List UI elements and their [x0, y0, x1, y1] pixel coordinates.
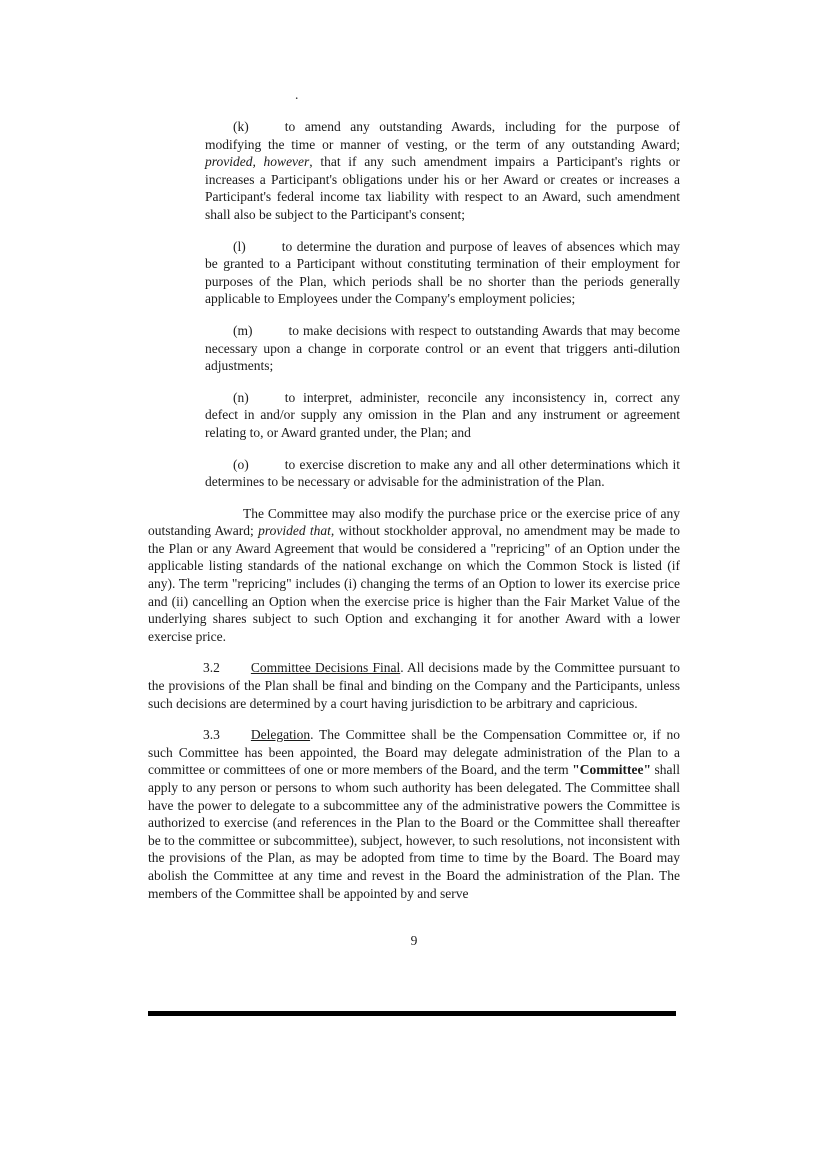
text-segment: to make decisions with respect to outstanding Awards that may become necessary upon a change in corporate control or an event that triggers anti-dilution adjustments; [205, 322, 680, 374]
section-heading-underlined: Committee Decisions Final [250, 660, 401, 676]
text-segment: to determine the duration and purpose of leaves of absences which may be granted to a Participant without constituting termination of their employment for purposes of the Plan, which periods shall be no shorter than the periods generally applicable to Employees under the Company's employment policies; [205, 238, 680, 307]
paragraph-o [205, 456, 680, 491]
paragraph-committee-modify [148, 505, 680, 646]
text-segment: , that if any such amendment impairs a Participant's rights or increases a Participant's obligations under his or her Award or creates or increases a Participant's federal income tax liability with respect to an Award, such amendment shall also be subject to the Participant's consent; [205, 154, 680, 222]
text-segment-italic: provided, however [205, 154, 310, 170]
document-body [148, 118, 680, 916]
section-number: 3.3 [203, 727, 220, 743]
text-segment-bold: "Committee" [572, 762, 651, 778]
text-segment-italic: provided that, [258, 523, 335, 539]
page-number: 9 [410, 933, 418, 948]
paragraph-l [205, 238, 680, 308]
text-segment: to exercise discretion to make any and all other determinations which it determines to be necessary or advisable for the administration of the Plan. [205, 456, 680, 490]
paragraph-k [205, 118, 680, 224]
text-segment: shall apply to any person or persons to whom such authority has been delegated. The Committee shall have the power to delegate to a subcommittee any of the administrative powers the Committee is authorized to exercise (and references in the Plan to the Board or the Committee shall thereafter be to the committee or subcommittee), subject, however, to such resolutions, not inconsistent with the provisions of the Plan, as may be adopted from time to time by the Board. The Board may abolish the Committee at any time and revest in the Board the administration of the Plan. The members of the Committee shall be appointed by and serve [148, 762, 681, 901]
paragraph-m [205, 322, 680, 375]
text-segment: to amend any outstanding Awards, including for the purpose of modifying the time or manner of vesting, or the term of any outstanding Award; [205, 119, 680, 152]
list-label: (n) [233, 389, 249, 405]
section-number: 3.2 [203, 660, 220, 676]
paragraph-section-3-3 [148, 726, 680, 902]
list-label: (l) [233, 238, 246, 254]
stray-period-mark: . [295, 87, 299, 102]
list-label: (k) [233, 119, 249, 134]
list-label: (o) [233, 456, 249, 472]
footer-rule [148, 1011, 676, 1016]
text-segment: to interpret, administer, reconcile any inconsistency in, correct any defect in and/or supply any omission in the Plan and any instrument or agreement relating to, or Award granted under, the Plan; and [205, 389, 680, 440]
text-segment: without stockholder approval, no amendment may be made to the Plan or any Award Agreement that would be considered a "repricing" of an Option under the applicable listing standards of the national exchange on which the Common Stock is listed (if any). The term "repricing" includes (i) changing the terms of an Option to lower its exercise price and (ii) cancelling an Option when the exercise price is higher than the Fair Market Value of the underlying shares subject to such Option and exchanging it for another Award with a lower exercise price. [148, 523, 680, 644]
list-label: (m) [233, 322, 253, 338]
paragraph-section-3-2 [148, 659, 680, 712]
paragraph-n [205, 389, 680, 442]
section-heading-underlined: Delegation [250, 727, 311, 743]
text-segment: The Committee may also modify the purchase price or the exercise price of any outstanding Award; [148, 505, 680, 539]
text-segment: . The Committee shall be the Compensation Committee or, if no such Committee has been appointed, the Board may delegate administration of the Plan to a committee or committees of one or more members of the Board, and the term [148, 727, 680, 778]
text-segment: . All decisions made by the Committee pursuant to the provisions of the Plan shall be final and binding on the Company and the Participants, unless such decisions are determined by a court having jurisdiction to be arbitrary and capricious. [148, 660, 680, 711]
